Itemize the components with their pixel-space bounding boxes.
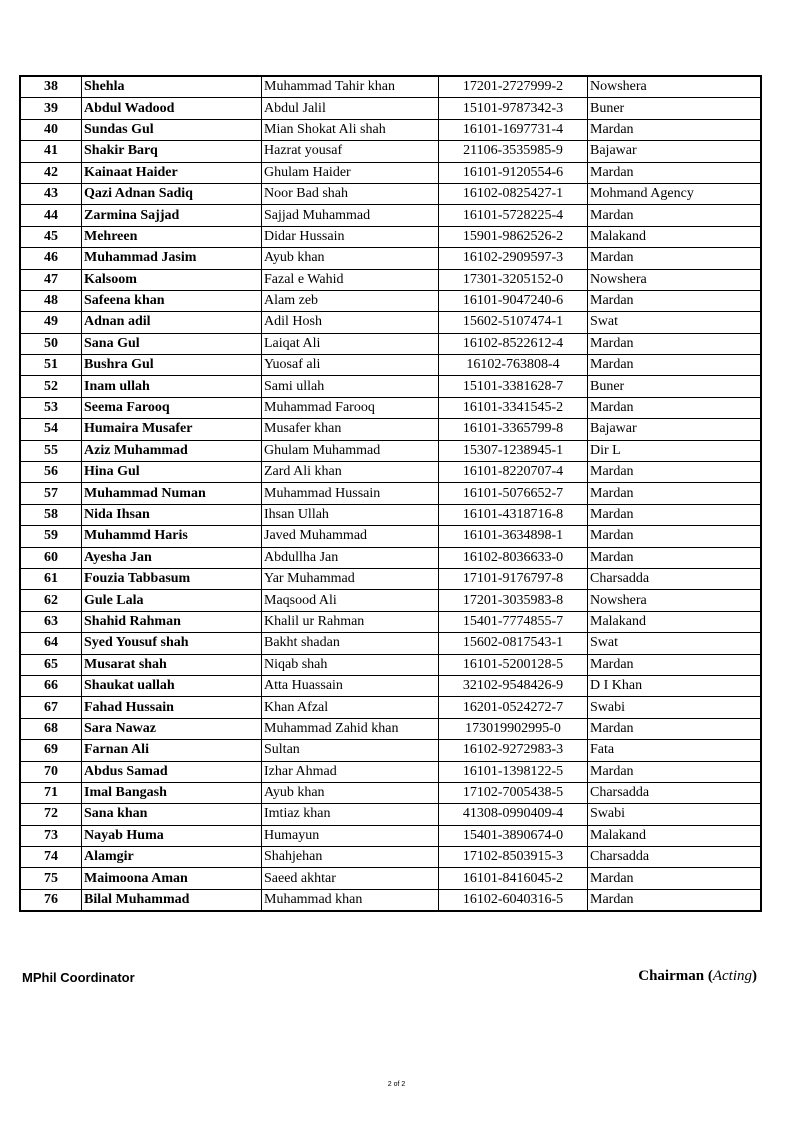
table-row [20, 333, 761, 354]
father-name-cell: Sami ullah [262, 376, 439, 397]
district-cell: Malakand [588, 825, 762, 846]
table-row [20, 740, 761, 761]
district-cell: Mardan [588, 483, 762, 504]
cnic-cell: 16101-8416045-2 [439, 868, 588, 889]
cnic-cell: 17102-7005438-5 [439, 782, 588, 803]
father-name-cell: Ghulam Haider [262, 162, 439, 183]
father-name-cell: Muhammad Hussain [262, 483, 439, 504]
table-row [20, 761, 761, 782]
table-row [20, 782, 761, 803]
cnic-cell: 16101-3365799-8 [439, 419, 588, 440]
district-cell: Dir L [588, 440, 762, 461]
student-name-cell: Farnan Ali [82, 740, 262, 761]
father-name-cell: Izhar Ahmad [262, 761, 439, 782]
district-cell: Mardan [588, 162, 762, 183]
father-name-cell: Muhammad Zahid khan [262, 718, 439, 739]
father-name-cell: Hazrat yousaf [262, 141, 439, 162]
cnic-cell: 16102-0825427-1 [439, 183, 588, 204]
father-name-cell: Noor Bad shah [262, 183, 439, 204]
table-row [20, 568, 761, 589]
student-name-cell: Kalsoom [82, 269, 262, 290]
serial-number-cell: 70 [20, 761, 82, 782]
serial-number-cell: 42 [20, 162, 82, 183]
father-name-cell: Musafer khan [262, 419, 439, 440]
serial-number-cell: 73 [20, 825, 82, 846]
father-name-cell: Zard Ali khan [262, 462, 439, 483]
cnic-cell: 16101-1697731-4 [439, 119, 588, 140]
cnic-cell: 16101-5200128-5 [439, 654, 588, 675]
father-name-cell: Saeed akhtar [262, 868, 439, 889]
cnic-cell: 15602-0817543-1 [439, 633, 588, 654]
district-cell: Mardan [588, 462, 762, 483]
chairman-label: Chairman ( [638, 968, 713, 984]
student-name-cell: Humaira Musafer [82, 419, 262, 440]
cnic-cell: 15401-3890674-0 [439, 825, 588, 846]
father-name-cell: Muhammad khan [262, 889, 439, 911]
serial-number-cell: 53 [20, 397, 82, 418]
cnic-cell: 16101-1398122-5 [439, 761, 588, 782]
serial-number-cell: 62 [20, 590, 82, 611]
serial-number-cell: 64 [20, 633, 82, 654]
father-name-cell: Ayub khan [262, 782, 439, 803]
student-name-cell: Shehla [82, 76, 262, 98]
district-cell: Malakand [588, 226, 762, 247]
student-name-cell: Muhammd Haris [82, 526, 262, 547]
table-row [20, 119, 761, 140]
district-cell: Charsadda [588, 847, 762, 868]
table-row [20, 804, 761, 825]
table-row [20, 76, 761, 98]
serial-number-cell: 60 [20, 547, 82, 568]
cnic-cell: 16101-8220707-4 [439, 462, 588, 483]
student-name-cell: Seema Farooq [82, 397, 262, 418]
serial-number-cell: 48 [20, 290, 82, 311]
acting-label: Acting [712, 968, 752, 984]
serial-number-cell: 69 [20, 740, 82, 761]
chairman-signature [638, 968, 757, 985]
student-name-cell: Abdus Samad [82, 761, 262, 782]
chairman-close: ) [752, 968, 757, 984]
district-cell: Mardan [588, 868, 762, 889]
district-cell: Mardan [588, 718, 762, 739]
father-name-cell: Ihsan Ullah [262, 504, 439, 525]
cnic-cell: 16101-5728225-4 [439, 205, 588, 226]
district-cell: Swat [588, 312, 762, 333]
serial-number-cell: 61 [20, 568, 82, 589]
serial-number-cell: 63 [20, 611, 82, 632]
district-cell: Charsadda [588, 568, 762, 589]
cnic-cell: 15307-1238945-1 [439, 440, 588, 461]
cnic-cell: 17201-3035983-8 [439, 590, 588, 611]
serial-number-cell: 56 [20, 462, 82, 483]
cnic-cell: 16101-9120554-6 [439, 162, 588, 183]
page-number: 2 of 2 [387, 1081, 406, 1088]
table-row [20, 526, 761, 547]
cnic-cell: 173019902995-0 [439, 718, 588, 739]
table-row [20, 547, 761, 568]
student-name-cell: Musarat shah [82, 654, 262, 675]
table-row [20, 226, 761, 247]
father-name-cell: Maqsood Ali [262, 590, 439, 611]
district-cell: Mardan [588, 119, 762, 140]
cnic-cell: 16101-3341545-2 [439, 397, 588, 418]
cnic-cell: 16101-9047240-6 [439, 290, 588, 311]
serial-number-cell: 58 [20, 504, 82, 525]
district-cell: Swat [588, 633, 762, 654]
district-cell: Mohmand Agency [588, 183, 762, 204]
serial-number-cell: 40 [20, 119, 82, 140]
table-row [20, 205, 761, 226]
district-cell: Mardan [588, 654, 762, 675]
student-name-cell: Imal Bangash [82, 782, 262, 803]
father-name-cell: Didar Hussain [262, 226, 439, 247]
table-row [20, 675, 761, 696]
serial-number-cell: 38 [20, 76, 82, 98]
table-row [20, 483, 761, 504]
student-name-cell: Sundas Gul [82, 119, 262, 140]
cnic-cell: 15901-9862526-2 [439, 226, 588, 247]
district-cell: Mardan [588, 397, 762, 418]
serial-number-cell: 72 [20, 804, 82, 825]
father-name-cell: Shahjehan [262, 847, 439, 868]
student-name-cell: Maimoona Aman [82, 868, 262, 889]
cnic-cell: 15101-9787342-3 [439, 98, 588, 119]
serial-number-cell: 46 [20, 248, 82, 269]
district-cell: Fata [588, 740, 762, 761]
table-row [20, 654, 761, 675]
table-row [20, 868, 761, 889]
table-row [20, 889, 761, 911]
district-cell: Bajawar [588, 419, 762, 440]
table-row [20, 141, 761, 162]
district-cell: Buner [588, 98, 762, 119]
table-row [20, 183, 761, 204]
serial-number-cell: 76 [20, 889, 82, 911]
table-row [20, 504, 761, 525]
father-name-cell: Niqab shah [262, 654, 439, 675]
student-name-cell: Alamgir [82, 847, 262, 868]
father-name-cell: Muhammad Tahir khan [262, 76, 439, 98]
father-name-cell: Yar Muhammad [262, 568, 439, 589]
father-name-cell: Abdullha Jan [262, 547, 439, 568]
student-name-cell: Sara Nawaz [82, 718, 262, 739]
table-row [20, 290, 761, 311]
student-name-cell: Shakir Barq [82, 141, 262, 162]
student-name-cell: Bilal Muhammad [82, 889, 262, 911]
cnic-cell: 16102-763808-4 [439, 355, 588, 376]
father-name-cell: Atta Huassain [262, 675, 439, 696]
cnic-cell: 17101-9176797-8 [439, 568, 588, 589]
cnic-cell: 15602-5107474-1 [439, 312, 588, 333]
father-name-cell: Khalil ur Rahman [262, 611, 439, 632]
cnic-cell: 17201-2727999-2 [439, 76, 588, 98]
table-row [20, 98, 761, 119]
serial-number-cell: 41 [20, 141, 82, 162]
father-name-cell: Adil Hosh [262, 312, 439, 333]
student-name-cell: Qazi Adnan Sadiq [82, 183, 262, 204]
serial-number-cell: 44 [20, 205, 82, 226]
student-name-cell: Mehreen [82, 226, 262, 247]
student-name-cell: Gule Lala [82, 590, 262, 611]
student-name-cell: Safeena khan [82, 290, 262, 311]
district-cell: Malakand [588, 611, 762, 632]
student-name-cell: Shaukat uallah [82, 675, 262, 696]
table-row [20, 269, 761, 290]
student-name-cell: Bushra Gul [82, 355, 262, 376]
student-name-cell: Syed Yousuf shah [82, 633, 262, 654]
student-name-cell: Muhammad Numan [82, 483, 262, 504]
serial-number-cell: 55 [20, 440, 82, 461]
student-name-cell: Fahad Hussain [82, 697, 262, 718]
cnic-cell: 32102-9548426-9 [439, 675, 588, 696]
serial-number-cell: 51 [20, 355, 82, 376]
father-name-cell: Yuosaf ali [262, 355, 439, 376]
district-cell: Charsadda [588, 782, 762, 803]
student-name-cell: Shahid Rahman [82, 611, 262, 632]
students-table-body [20, 76, 761, 911]
table-row [20, 248, 761, 269]
cnic-cell: 15101-3381628-7 [439, 376, 588, 397]
father-name-cell: Sultan [262, 740, 439, 761]
serial-number-cell: 57 [20, 483, 82, 504]
district-cell: Bajawar [588, 141, 762, 162]
student-name-cell: Sana khan [82, 804, 262, 825]
cnic-cell: 16102-6040316-5 [439, 889, 588, 911]
table-row [20, 312, 761, 333]
district-cell: Mardan [588, 290, 762, 311]
table-row [20, 355, 761, 376]
student-name-cell: Muhammad Jasim [82, 248, 262, 269]
cnic-cell: 16101-4318716-8 [439, 504, 588, 525]
serial-number-cell: 50 [20, 333, 82, 354]
cnic-cell: 16102-8036633-0 [439, 547, 588, 568]
student-name-cell: Fouzia Tabbasum [82, 568, 262, 589]
student-name-cell: Abdul Wadood [82, 98, 262, 119]
district-cell: Mardan [588, 333, 762, 354]
table-row [20, 697, 761, 718]
student-name-cell: Zarmina Sajjad [82, 205, 262, 226]
serial-number-cell: 52 [20, 376, 82, 397]
serial-number-cell: 74 [20, 847, 82, 868]
district-cell: Mardan [588, 205, 762, 226]
cnic-cell: 16102-8522612-4 [439, 333, 588, 354]
father-name-cell: Imtiaz khan [262, 804, 439, 825]
serial-number-cell: 65 [20, 654, 82, 675]
father-name-cell: Humayun [262, 825, 439, 846]
table-row [20, 162, 761, 183]
table-row [20, 633, 761, 654]
father-name-cell: Sajjad Muhammad [262, 205, 439, 226]
cnic-cell: 16101-3634898-1 [439, 526, 588, 547]
district-cell: Mardan [588, 889, 762, 911]
district-cell: Nowshera [588, 590, 762, 611]
student-name-cell: Nayab Huma [82, 825, 262, 846]
table-row [20, 462, 761, 483]
table-row [20, 611, 761, 632]
table-row [20, 419, 761, 440]
table-row [20, 440, 761, 461]
student-name-cell: Hina Gul [82, 462, 262, 483]
table-row [20, 590, 761, 611]
students-table [19, 75, 762, 912]
district-cell: Mardan [588, 526, 762, 547]
father-name-cell: Abdul Jalil [262, 98, 439, 119]
cnic-cell: 15401-7774855-7 [439, 611, 588, 632]
father-name-cell: Laiqat Ali [262, 333, 439, 354]
serial-number-cell: 66 [20, 675, 82, 696]
serial-number-cell: 43 [20, 183, 82, 204]
serial-number-cell: 45 [20, 226, 82, 247]
father-name-cell: Bakht shadan [262, 633, 439, 654]
cnic-cell: 41308-0990409-4 [439, 804, 588, 825]
father-name-cell: Javed Muhammad [262, 526, 439, 547]
cnic-cell: 17102-8503915-3 [439, 847, 588, 868]
student-name-cell: Sana Gul [82, 333, 262, 354]
table-row [20, 718, 761, 739]
serial-number-cell: 54 [20, 419, 82, 440]
district-cell: Swabi [588, 804, 762, 825]
cnic-cell: 17301-3205152-0 [439, 269, 588, 290]
student-name-cell: Kainaat Haider [82, 162, 262, 183]
district-cell: Nowshera [588, 269, 762, 290]
father-name-cell: Fazal e Wahid [262, 269, 439, 290]
father-name-cell: Muhammad Farooq [262, 397, 439, 418]
cnic-cell: 16102-9272983-3 [439, 740, 588, 761]
district-cell: Mardan [588, 504, 762, 525]
district-cell: Mardan [588, 761, 762, 782]
cnic-cell: 16102-2909597-3 [439, 248, 588, 269]
table-row [20, 397, 761, 418]
district-cell: Buner [588, 376, 762, 397]
student-name-cell: Inam ullah [82, 376, 262, 397]
cnic-cell: 21106-3535985-9 [439, 141, 588, 162]
serial-number-cell: 59 [20, 526, 82, 547]
table-row [20, 825, 761, 846]
district-cell: Mardan [588, 248, 762, 269]
cnic-cell: 16101-5076652-7 [439, 483, 588, 504]
mphil-coordinator-signature: MPhil Coordinator [22, 970, 135, 985]
student-name-cell: Nida Ihsan [82, 504, 262, 525]
serial-number-cell: 47 [20, 269, 82, 290]
student-name-cell: Adnan adil [82, 312, 262, 333]
district-cell: Swabi [588, 697, 762, 718]
student-name-cell: Ayesha Jan [82, 547, 262, 568]
table-row [20, 847, 761, 868]
district-cell: Mardan [588, 547, 762, 568]
serial-number-cell: 75 [20, 868, 82, 889]
serial-number-cell: 39 [20, 98, 82, 119]
serial-number-cell: 49 [20, 312, 82, 333]
cnic-cell: 16201-0524272-7 [439, 697, 588, 718]
student-name-cell: Aziz Muhammad [82, 440, 262, 461]
district-cell: D I Khan [588, 675, 762, 696]
serial-number-cell: 67 [20, 697, 82, 718]
father-name-cell: Ghulam Muhammad [262, 440, 439, 461]
serial-number-cell: 71 [20, 782, 82, 803]
father-name-cell: Mian Shokat Ali shah [262, 119, 439, 140]
district-cell: Mardan [588, 355, 762, 376]
father-name-cell: Ayub khan [262, 248, 439, 269]
father-name-cell: Khan Afzal [262, 697, 439, 718]
serial-number-cell: 68 [20, 718, 82, 739]
father-name-cell: Alam zeb [262, 290, 439, 311]
district-cell: Nowshera [588, 76, 762, 98]
table-row [20, 376, 761, 397]
